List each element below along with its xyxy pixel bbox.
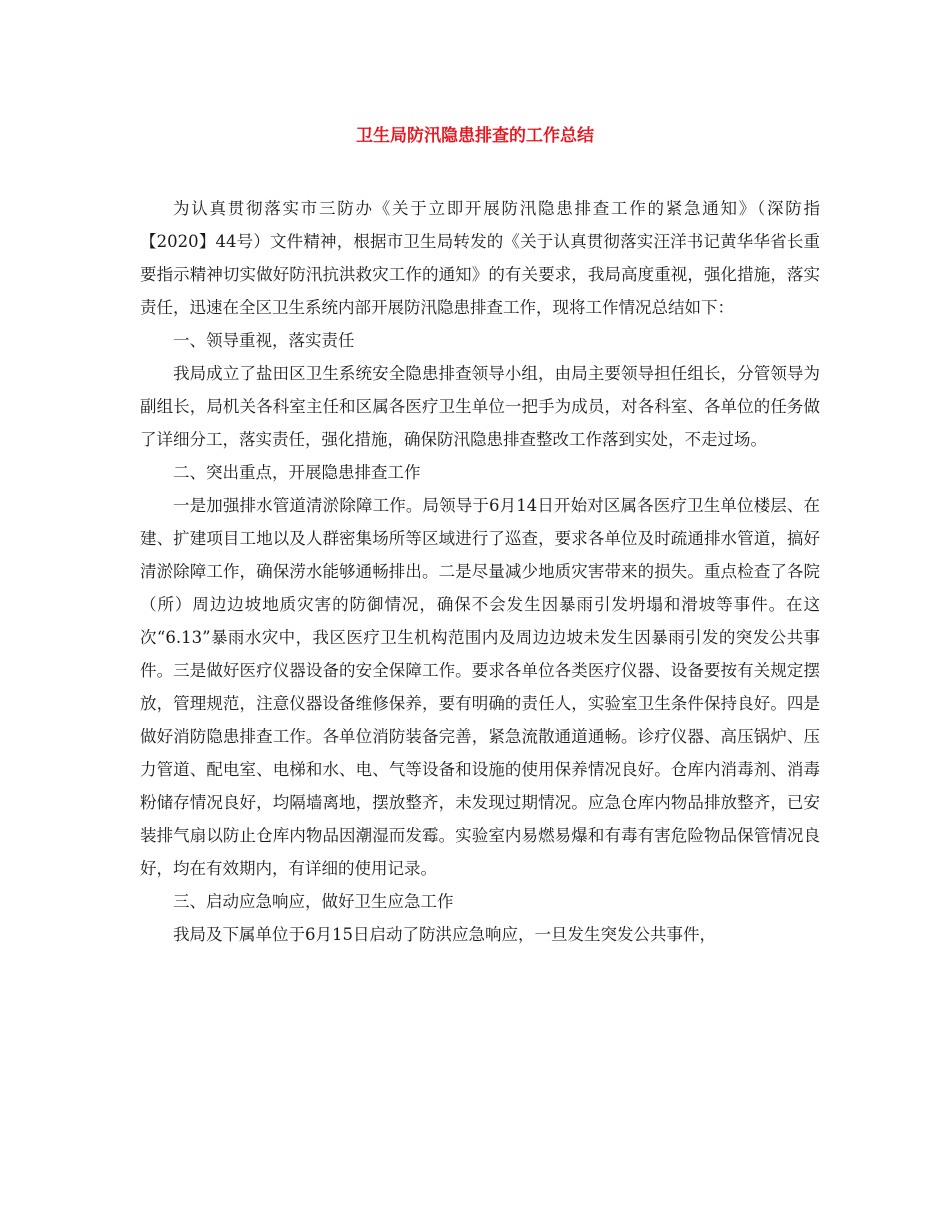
section-heading-1: 一、领导重视，落实责任 xyxy=(173,331,355,350)
section-heading-2: 二、突出重点，开展隐患排查工作 xyxy=(173,463,421,482)
document-body xyxy=(140,192,820,951)
paragraph-section-2: 一是加强排水管道清淤除障工作。局领导于6月14日开始对区属各医疗卫生单位楼层、在建、扩建项目工地以及人群密集场所等区域进行了巡查，要求各单位及时疏通排水管道，搞好清淤除障工作，确保涝水能够通畅排出。二是尽量减少地质灾害带来的损失。重点检查了各院（所）周边边坡地质灾害的防御情况，确保不会发生因暴雨引发坍塌和滑坡等事件。在这次“6.13”暴雨水灾中，我区医疗卫生机构范围内及周边边坡未发生因暴雨引发的突发公共事件。三是做好医疗仪器设备的安全保障工作。要求各单位各类医疗仪器、设备要按有关规定摆放，管理规范，注意仪器设备维修保养，要有明确的责任人，实验室卫生条件保持良好。四是做好消防隐患排查工作。各单位消防装备完善，紧急流散通道通畅。诊疗仪器、高压锅炉、压力管道、配电室、电梯和水、电、气等设备和设施的使用保养情况良好。仓库内消毒剂、消毒粉储存情况良好，均隔墙离地，摆放整齐，未发现过期情况。应急仓库内物品排放整齐，已安装排气扇以防止仓库内物品因潮湿而发霉。实验室内易燃易爆和有毒有害危险物品保管情况良好，均在有效期内，有详细的使用记录。 xyxy=(140,496,820,878)
section-heading-3: 三、启动应急响应，做好卫生应急工作 xyxy=(173,892,454,911)
document-title: 卫生局防汛隐患排查的工作总结 xyxy=(356,126,594,146)
paragraph-section-3: 我局及下属单位于6月15日启动了防洪应急响应，一旦发生突发公共事件， xyxy=(173,925,716,944)
paragraph-intro: 为认真贯彻落实市三防办《关于立即开展防汛隐患排查工作的紧急通知》（深防指【2020】44号）文件精神，根据市卫生局转发的《关于认真贯彻落实汪洋书记黄华华省长重要指示精神切实做好防汛抗洪救灾工作的通知》的有关要求，我局高度重视，强化措施，落实责任，迅速在全区卫生系统内部开展防汛隐患排查工作，现将工作情况总结如下： xyxy=(140,199,820,317)
paragraph-section-1: 我局成立了盐田区卫生系统安全隐患排查领导小组，由局主要领导担任组长，分管领导为副组长，局机关各科室主任和区属各医疗卫生单位一把手为成员，对各科室、各单位的任务做了详细分工，落实责任，强化措施，确保防汛隐患排查整改工作落到实处，不走过场。 xyxy=(140,364,820,449)
